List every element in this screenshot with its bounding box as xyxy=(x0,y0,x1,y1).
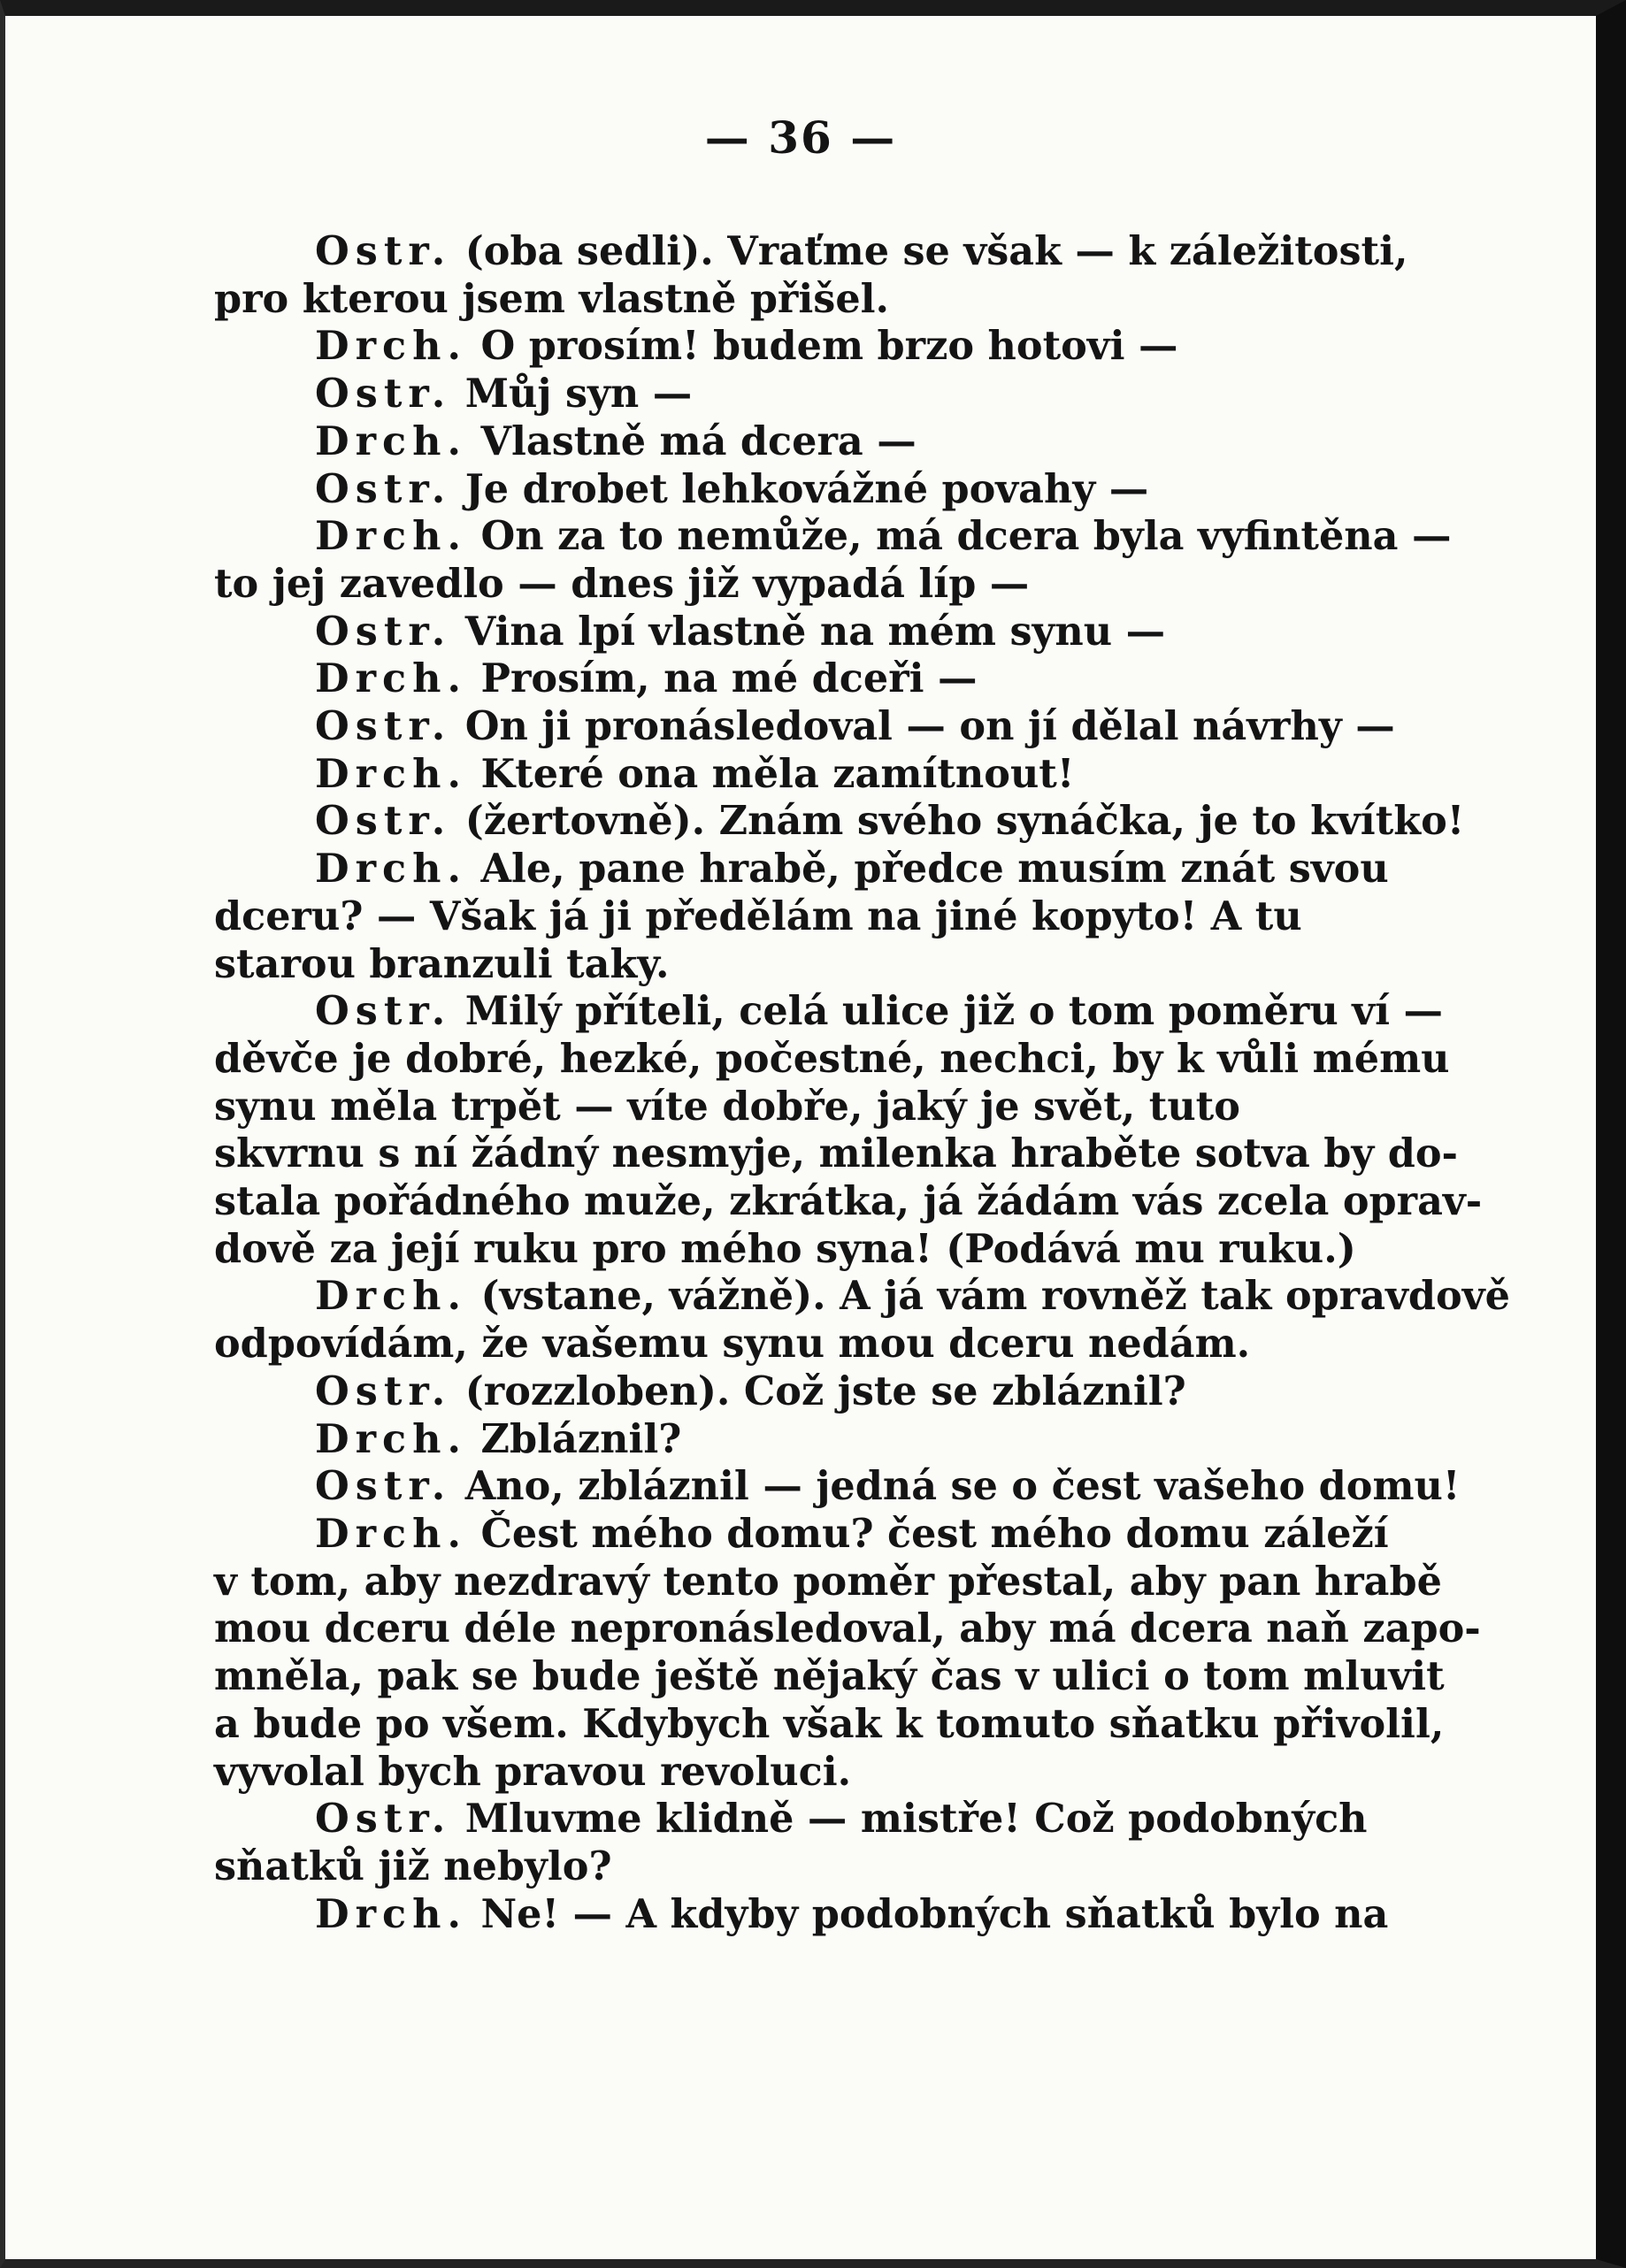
speaker-name: Ostr. xyxy=(315,465,452,512)
line-text: skvrnu s ní žádný nesmyje, milenka hraběte sotva by do- xyxy=(214,1130,1459,1177)
line-text: to jej zavedlo — dnes již vypadá líp — xyxy=(214,560,1030,607)
line-text: Ano, zbláznil — jedná se o čest vašeho domu! xyxy=(464,1463,1461,1510)
dialogue-paragraph xyxy=(214,798,1523,846)
dialogue-paragraph xyxy=(214,1416,1523,1464)
line-text: Ale, pane hrabě, předce musím znát svou xyxy=(480,846,1389,893)
text-line xyxy=(214,1749,1523,1797)
text-line xyxy=(214,1178,1523,1226)
text-line xyxy=(214,1796,1523,1843)
speaker-name: Drch. xyxy=(315,750,467,797)
speaker-name: Ostr. xyxy=(315,798,452,845)
dialogue-paragraph xyxy=(214,323,1523,371)
text-line xyxy=(214,276,1523,324)
text-line xyxy=(214,1321,1523,1368)
text-line xyxy=(214,418,1523,466)
text-line xyxy=(214,655,1523,703)
text-line xyxy=(214,1416,1523,1464)
text-line xyxy=(214,371,1523,418)
text-line xyxy=(214,1605,1523,1653)
line-text: mněla, pak se bude ještě nějaký čas v ulici o tom mluvit xyxy=(214,1653,1445,1700)
text-line xyxy=(214,1130,1523,1178)
dialogue-paragraph xyxy=(214,1368,1523,1416)
dialogue-paragraph xyxy=(214,751,1523,799)
line-text: vyvolal bych pravou revoluci. xyxy=(214,1748,852,1795)
line-text: Čest mého domu? čest mého domu záleží xyxy=(480,1510,1389,1557)
speaker-name: Drch. xyxy=(315,655,467,702)
dialogue-paragraph xyxy=(214,1511,1523,1796)
speaker-name: Drch. xyxy=(315,1890,467,1937)
speaker-name: Drch. xyxy=(315,1510,467,1557)
line-text: Ne! — A kdyby podobných sňatků bylo na xyxy=(480,1890,1389,1937)
line-text: Vlastně má dcera — xyxy=(480,418,917,464)
speaker-name: Drch. xyxy=(315,323,467,370)
dialogue-paragraph xyxy=(214,703,1523,751)
line-text: Milý příteli, celá ulice již o tom poměru ví — xyxy=(464,988,1443,1035)
speaker-name: Ostr. xyxy=(315,1796,452,1843)
page-number: — 36 — xyxy=(704,111,897,164)
text-line xyxy=(214,941,1523,989)
text-line xyxy=(214,893,1523,941)
line-text: O prosím! budem brzo hotovi — xyxy=(480,323,1178,370)
speaker-name: Drch. xyxy=(315,418,467,464)
line-text: Vina lpí vlastně na mém synu — xyxy=(464,608,1166,655)
dialogue-paragraph xyxy=(214,371,1523,418)
line-text: sňatků již nebylo? xyxy=(214,1843,612,1889)
speaker-name: Drch. xyxy=(315,513,467,560)
line-text: mou dceru déle nepronásledoval, aby má dcera naň zapo- xyxy=(214,1605,1481,1652)
dialogue-paragraph xyxy=(214,609,1523,656)
line-text: stala pořádného muže, zkrátka, já žádám vás zcela oprav- xyxy=(214,1178,1483,1225)
line-text: On za to nemůže, má dcera byla vyfintěna — xyxy=(480,513,1452,560)
text-line xyxy=(214,1226,1523,1274)
dialogue-paragraph xyxy=(214,1273,1523,1368)
text-line xyxy=(214,1463,1523,1511)
text-line xyxy=(214,466,1523,514)
speaker-name: Ostr. xyxy=(315,1463,452,1510)
line-text: (oba sedli). Vraťme se však — k záležitosti, xyxy=(464,228,1408,274)
text-line xyxy=(214,609,1523,656)
text-line xyxy=(214,1368,1523,1416)
text-line xyxy=(214,513,1523,561)
dialogue-paragraph xyxy=(214,228,1523,323)
speaker-name: Ostr. xyxy=(315,1368,452,1414)
line-text: synu měla trpět — víte dobře, jaký je svět, tuto xyxy=(214,1083,1240,1130)
line-text: pro kterou jsem vlastně přišel. xyxy=(214,275,890,322)
line-text: (vstane, vážně). A já vám rovněž tak opravdově xyxy=(480,1273,1510,1320)
dialogue-paragraph xyxy=(214,466,1523,514)
dialogue-paragraph xyxy=(214,418,1523,466)
text-line xyxy=(214,703,1523,751)
dialogue-paragraph xyxy=(214,655,1523,703)
line-text: dově za její ruku pro mého syna! (Podává mu ruku.) xyxy=(214,1225,1356,1272)
speaker-name: Ostr. xyxy=(315,703,452,750)
line-text: starou branzuli taky. xyxy=(214,940,670,987)
speaker-name: Ostr. xyxy=(315,228,452,274)
text-line xyxy=(214,798,1523,846)
text-line xyxy=(214,1559,1523,1606)
dialogue-paragraph xyxy=(214,1796,1523,1890)
line-text: dceru? — Však já ji předělám na jiné kopyto! A tu xyxy=(214,893,1302,939)
text-line xyxy=(214,1891,1523,1939)
line-text: Které ona měla zamítnout! xyxy=(480,750,1075,797)
dialogue-paragraph xyxy=(214,988,1523,1273)
line-text: Prosím, na mé dceři — xyxy=(480,655,978,702)
text-line xyxy=(214,988,1523,1036)
text-line xyxy=(214,846,1523,893)
text-line xyxy=(214,228,1523,276)
speaker-name: Ostr. xyxy=(315,988,452,1035)
text-line xyxy=(214,751,1523,799)
speaker-name: Ostr. xyxy=(315,371,452,418)
dialogue-text xyxy=(214,228,1523,1938)
line-text: děvče je dobré, hezké, počestné, nechci, by k vůli mému xyxy=(214,1035,1450,1082)
line-text: Je drobet lehkovážné povahy — xyxy=(464,465,1149,512)
dialogue-paragraph xyxy=(214,513,1523,608)
dialogue-paragraph xyxy=(214,846,1523,988)
text-line xyxy=(214,1653,1523,1701)
line-text: v tom, aby nezdravý tento poměr přestal, aby pan hrabě xyxy=(214,1558,1442,1605)
line-text: Zbláznil? xyxy=(480,1415,682,1462)
speaker-name: Drch. xyxy=(315,1415,467,1462)
text-line xyxy=(214,1084,1523,1131)
text-line xyxy=(214,561,1523,609)
dialogue-paragraph xyxy=(214,1463,1523,1511)
line-text: (rozzloben). Což jste se zbláznil? xyxy=(464,1368,1186,1414)
line-text: Můj syn — xyxy=(464,371,693,418)
text-line xyxy=(214,1511,1523,1559)
line-text: Mluvme klidně — mistře! Což podobných xyxy=(464,1796,1368,1843)
line-text: (žertovně). Znám svého synáčka, je to kvítko! xyxy=(464,798,1465,845)
speaker-name: Ostr. xyxy=(315,608,452,655)
text-line xyxy=(214,1273,1523,1321)
line-text: On ji pronásledoval — on jí dělal návrhy — xyxy=(464,703,1395,750)
text-line xyxy=(214,1701,1523,1749)
line-text: a bude po všem. Kdybych však k tomuto sňatku přivolil, xyxy=(214,1700,1445,1747)
dialogue-paragraph xyxy=(214,1891,1523,1939)
speaker-name: Drch. xyxy=(315,846,467,893)
text-line xyxy=(214,1036,1523,1084)
text-line xyxy=(214,1843,1523,1891)
speaker-name: Drch. xyxy=(315,1273,467,1320)
text-line xyxy=(214,323,1523,371)
line-text: odpovídám, že vašemu synu mou dceru nedám. xyxy=(214,1321,1251,1368)
